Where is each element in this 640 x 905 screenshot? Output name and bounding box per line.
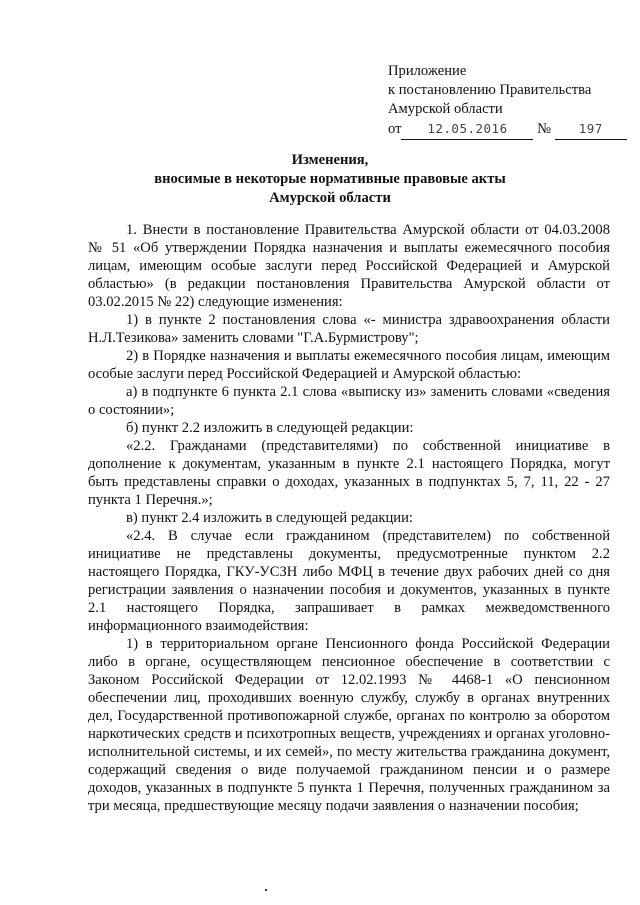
document-title xyxy=(60,151,600,208)
title-line-3: Амурской области xyxy=(269,190,391,206)
paragraph-8: «2.4. В случае если гражданином (представителем) по собственной инициативе не представлены документы, предусмотренные пунктом 2.2 настоящего Порядка, ГКУ-УСЗН либо МФЦ в течение двух рабочих дней со дня регистрации заявления о назначении пособия и документов, указанных в пункте 2.1 настоящего Порядка, запрашивает в рамках межведомственного информационного взаимодействия: xyxy=(88,528,610,634)
appendix-label: Приложение xyxy=(388,63,467,79)
resolution-number: 197 xyxy=(578,121,603,136)
paragraph-2: 1) в пункте 2 постановления слова «- министра здравоохранения области Н.Л.Тезикова» заменить словами "Г.А.Бурмистрову"; xyxy=(88,312,610,346)
scan-speck xyxy=(265,889,267,891)
number-prefix: № xyxy=(537,121,552,137)
appendix-region: Амурской области xyxy=(388,101,503,117)
document-body xyxy=(88,221,610,815)
paragraph-4: а) в подпункте 6 пункта 2.1 слова «выписку из» заменить словами «сведения о состоянии»; xyxy=(88,384,610,418)
title-line-2: вносимые в некоторые нормативные правовые акты xyxy=(154,171,506,187)
paragraph-9: 1) в территориальном органе Пенсионного фонда Российской Федерации либо в органе, осуществляющем пенсионное обеспечение в соответствии с Законом Российской Федерации от 12.02.1993 № 4468-1 «О пенсионном обеспечении лиц, проходивших военную службу, службу в органах внутренних дел, Государственной противопожарной службе, органах по контролю за оборотом наркотических средств и психотропных веществ, учреждениях и органах уголовно-исполнительной системы, и их семей», по месту жительства гражданина документ, содержащий сведения о виде получаемой гражданином пенсии и о размере доходов, указанных в подпункте 5 пункта 1 Перечня, полученных гражданином за три месяца, предшествующие месяцу подачи заявления о назначении пособия; xyxy=(88,636,610,814)
paragraph-1: 1. Внести в постановление Правительства Амурской области от 04.03.2008 № 51 «Об утверждении Порядка назначения и выплаты ежемесячного пособия лицам, имеющим особые заслуги перед Российской Федерацией и Амурской областью» (в редакции постановления Правительства Амурской области от 03.02.2015 № 22) следующие изменения: xyxy=(88,222,610,310)
appendix-date-line xyxy=(388,119,628,140)
resolution-date: 12.05.2016 xyxy=(427,121,508,136)
appendix-header xyxy=(388,62,628,140)
paragraph-6: «2.2. Гражданами (представителями) по собственной инициативе в дополнение к документам, указанным в пункте 2.1 настоящего Порядка, могут быть представлены справки о доходах, указанных в подпунктах 5, 7, 11, 22 - 27 пункта 1 Перечня.»; xyxy=(88,438,610,508)
date-prefix: от xyxy=(388,121,402,137)
appendix-resolution: к постановлению Правительства xyxy=(388,82,592,98)
title-line-1: Изменения, xyxy=(291,152,369,168)
paragraph-3: 2) в Порядке назначения и выплаты ежемесячного пособия лицам, имеющим особые заслуги перед Российской Федерацией и Амурской областью: xyxy=(88,348,610,382)
paragraph-7: в) пункт 2.4 изложить в следующей редакции: xyxy=(126,510,413,526)
paragraph-5: б) пункт 2.2 изложить в следующей редакции: xyxy=(126,420,414,436)
